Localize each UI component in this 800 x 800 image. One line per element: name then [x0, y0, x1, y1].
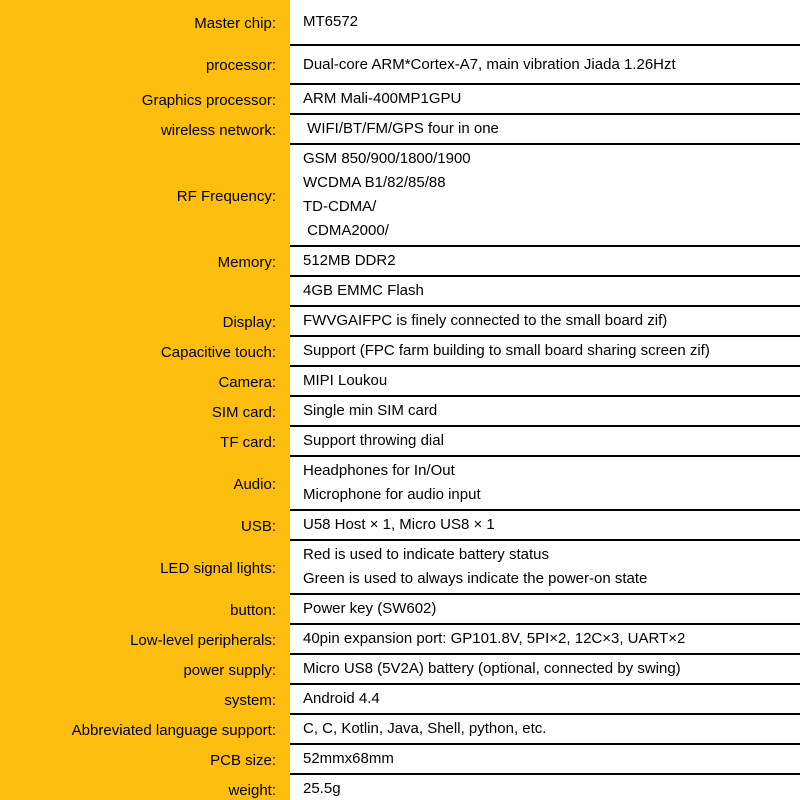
spec-value-line: U58 Host × 1, Micro US8 × 1: [303, 516, 495, 533]
spec-row: [0, 115, 800, 145]
spec-label: Low-level peripherals:: [0, 625, 290, 655]
spec-value: [290, 427, 800, 457]
spec-label: power supply:: [0, 655, 290, 685]
spec-value-line: 25.5g: [303, 780, 341, 797]
spec-label: wireless network:: [0, 115, 290, 145]
spec-value: [290, 685, 800, 715]
spec-label: Abbreviated language support:: [0, 715, 290, 745]
spec-value: [290, 337, 800, 367]
spec-row: [0, 337, 800, 367]
spec-row: [0, 595, 800, 625]
spec-row: [0, 367, 800, 397]
spec-label: [0, 277, 290, 307]
spec-value-line: 512MB DDR2: [303, 252, 396, 269]
spec-value-line: WCDMA B1/82/85/88: [303, 174, 446, 191]
spec-value: [290, 277, 800, 307]
spec-row: [0, 625, 800, 655]
spec-value: [290, 46, 800, 85]
spec-value-line: CDMA2000/: [303, 222, 389, 239]
spec-label: processor:: [0, 46, 290, 85]
spec-value-line: 4GB EMMC Flash: [303, 282, 424, 299]
spec-value: [290, 511, 800, 541]
spec-value: [290, 715, 800, 745]
spec-value-line: Support (FPC farm building to small board sharing screen zif): [303, 342, 710, 359]
spec-label: TF card:: [0, 427, 290, 457]
spec-row: [0, 0, 800, 46]
spec-row: [0, 685, 800, 715]
spec-value-line: Red is used to indicate battery status: [303, 546, 549, 563]
spec-label: Master chip:: [0, 0, 290, 46]
spec-value-line: Android 4.4: [303, 690, 380, 707]
spec-value: [290, 541, 800, 595]
spec-label: Memory:: [0, 247, 290, 277]
spec-label: Graphics processor:: [0, 85, 290, 115]
spec-value-line: WIFI/BT/FM/GPS four in one: [303, 120, 499, 137]
spec-row: [0, 397, 800, 427]
spec-label: Capacitive touch:: [0, 337, 290, 367]
spec-label: system:: [0, 685, 290, 715]
spec-value-line: Dual-core ARM*Cortex-A7, main vibration Jiada 1.26Hzt: [303, 55, 676, 73]
spec-row: [0, 457, 800, 511]
spec-value-line: Green is used to always indicate the power-on state: [303, 570, 648, 587]
spec-value-line: Headphones for In/Out: [303, 462, 455, 479]
spec-value-line: Power key (SW602): [303, 600, 437, 617]
spec-label: LED signal lights:: [0, 541, 290, 595]
spec-label: Audio:: [0, 457, 290, 511]
spec-value: [290, 655, 800, 685]
spec-label: USB:: [0, 511, 290, 541]
spec-row: [0, 145, 800, 247]
spec-value: [290, 0, 800, 46]
spec-label: button:: [0, 595, 290, 625]
spec-value-line: FWVGAIFPC is finely connected to the small board zif): [303, 312, 668, 329]
spec-value: [290, 775, 800, 800]
spec-value: [290, 367, 800, 397]
spec-value-line: MT6572: [303, 13, 359, 30]
spec-value: [290, 115, 800, 145]
spec-value: [290, 85, 800, 115]
spec-label: Display:: [0, 307, 290, 337]
spec-value: [290, 595, 800, 625]
spec-value-line: 52mmx68mm: [303, 750, 394, 767]
spec-value-line: Microphone for audio input: [303, 486, 481, 503]
spec-value: [290, 145, 800, 247]
spec-row: [0, 427, 800, 457]
spec-row: [0, 541, 800, 595]
spec-row: [0, 511, 800, 541]
spec-row: [0, 715, 800, 745]
spec-row: [0, 745, 800, 775]
spec-label: RF Frequency:: [0, 145, 290, 247]
spec-value: [290, 457, 800, 511]
spec-value-line: ARM Mali-400MP1GPU: [303, 90, 462, 107]
spec-label: SIM card:: [0, 397, 290, 427]
spec-value: [290, 397, 800, 427]
spec-row: [0, 307, 800, 337]
spec-value: [290, 625, 800, 655]
spec-value-line: Single min SIM card: [303, 402, 438, 419]
spec-value: [290, 745, 800, 775]
spec-row: [0, 655, 800, 685]
spec-label: weight:: [0, 775, 290, 800]
spec-value-line: 40pin expansion port: GP101.8V, 5PI×2, 12C×3, UART×2: [303, 630, 686, 647]
spec-row: [0, 775, 800, 800]
spec-row: [0, 277, 800, 307]
spec-value-line: Micro US8 (5V2A) battery (optional, connected by swing): [303, 660, 681, 677]
spec-value: [290, 247, 800, 277]
spec-value-line: TD-CDMA/: [303, 198, 377, 215]
spec-value-line: MIPI Loukou: [303, 372, 388, 389]
spec-label: PCB size:: [0, 745, 290, 775]
spec-value: [290, 307, 800, 337]
spec-row: [0, 247, 800, 277]
spec-value-line: Support throwing dial: [303, 432, 444, 449]
spec-label: Camera:: [0, 367, 290, 397]
spec-value-line: C, C, Kotlin, Java, Shell, python, etc.: [303, 720, 547, 737]
spec-value-line: GSM 850/900/1800/1900: [303, 150, 471, 167]
spec-row: [0, 46, 800, 85]
spec-row: [0, 85, 800, 115]
